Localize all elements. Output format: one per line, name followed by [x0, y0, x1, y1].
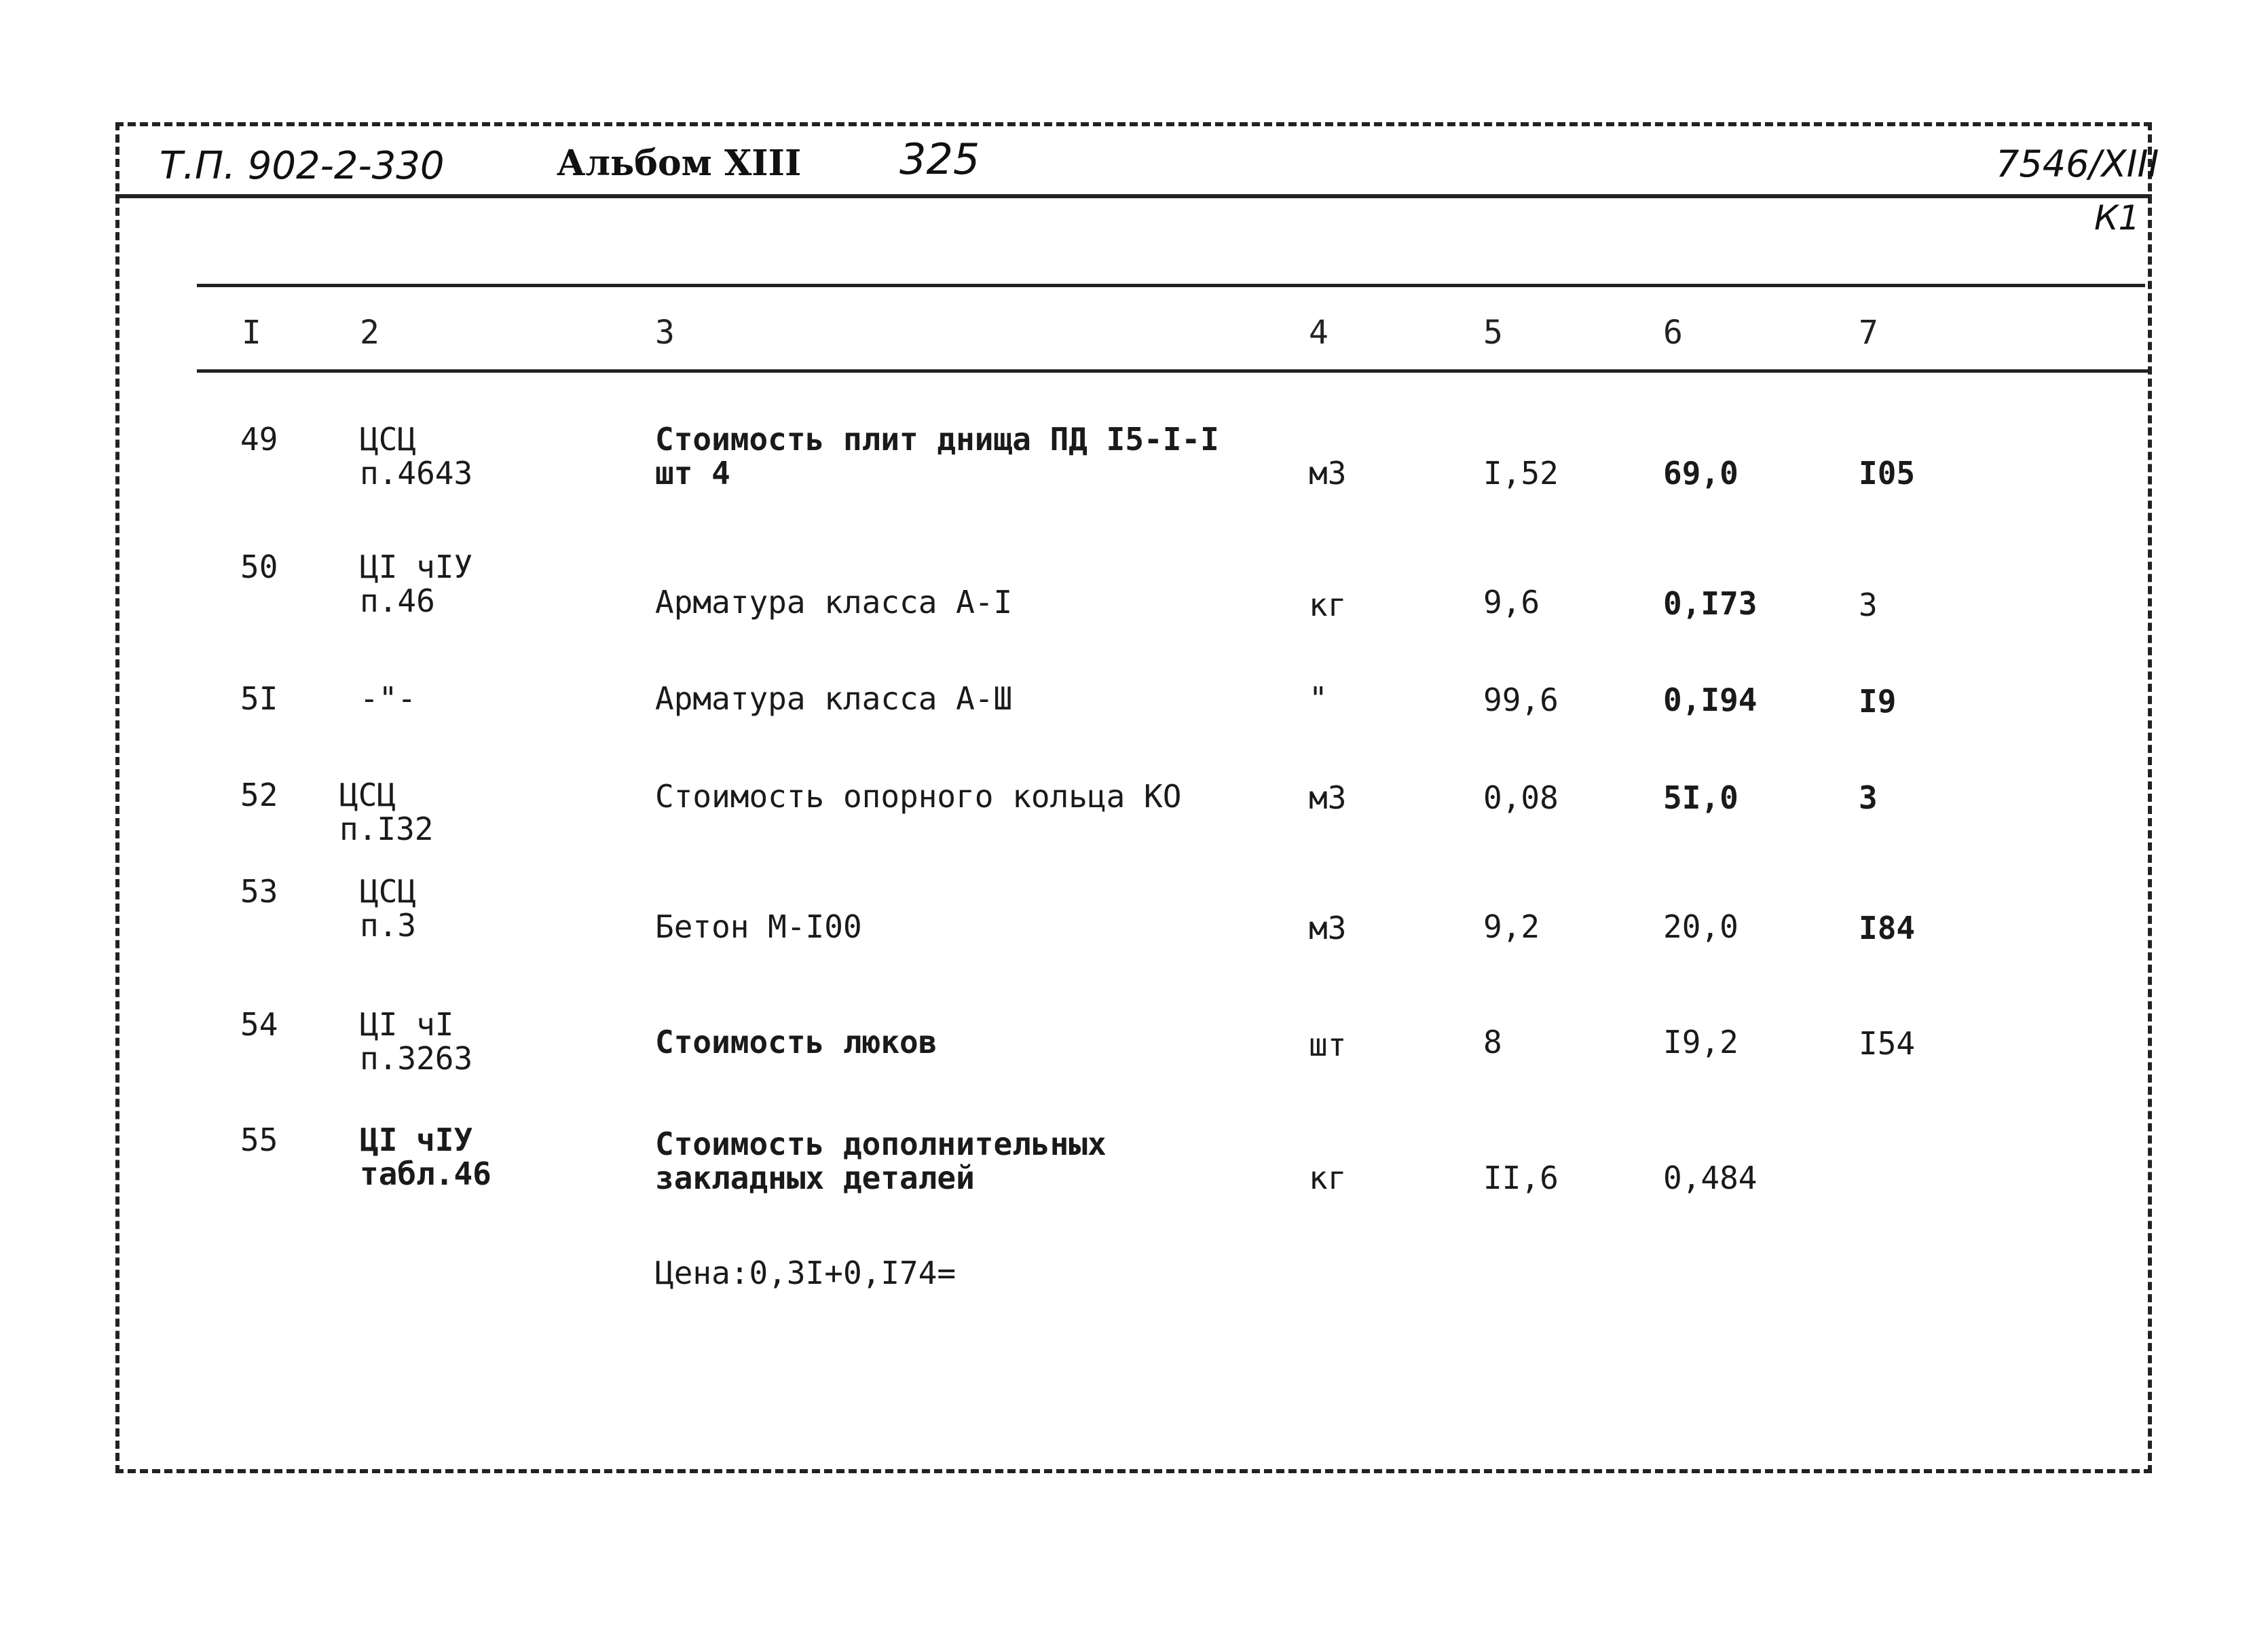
- row-54-unit: шт: [1309, 1026, 1347, 1063]
- row-49-price: 69,0: [1663, 455, 1739, 492]
- row-54-desc: Стоимость люков: [655, 1024, 937, 1060]
- row-53-price: 20,0: [1663, 908, 1739, 945]
- row-52-num: 52: [240, 777, 278, 813]
- row-55-price: 0,484: [1663, 1160, 1758, 1196]
- row-55-qty: II,6: [1483, 1160, 1559, 1196]
- row-55-unit: кг: [1309, 1160, 1347, 1196]
- row-53-total: I84: [1859, 910, 1916, 946]
- row-53-num: 53: [240, 873, 278, 910]
- row-49-qty: I,52: [1483, 455, 1559, 492]
- row-54-num: 54: [240, 1006, 278, 1043]
- row-50-price: 0,I73: [1663, 585, 1758, 622]
- table-header-rule: [197, 369, 2152, 373]
- row-51-total: I9: [1859, 683, 1897, 720]
- row-49-desc: Стоимость плит днища ПД I5-I-I шт 4: [655, 421, 1219, 492]
- row-52-price: 5I,0: [1663, 779, 1739, 816]
- album-label: Альбом XIII: [557, 143, 802, 184]
- row-51-desc: Арматура класса А-Ш: [655, 680, 1013, 717]
- row-54-price: I9,2: [1663, 1024, 1739, 1060]
- row-49-ref: ЦСЦ п.4643: [360, 421, 473, 492]
- page-number: 325: [899, 134, 980, 184]
- col-header-5: 5: [1483, 314, 1503, 352]
- row-49-total: I05: [1859, 455, 1916, 492]
- row-51-qty: 99,6: [1483, 682, 1559, 718]
- col-header-3: 3: [655, 314, 675, 352]
- col-header-6: 6: [1663, 314, 1683, 352]
- row-52-desc: Стоимость опорного кольца КО: [655, 778, 1182, 815]
- row-53-unit: м3: [1309, 910, 1347, 946]
- row-51-unit: ": [1309, 680, 1328, 717]
- row-50-total: 3: [1859, 587, 1878, 623]
- row-54-total: I54: [1859, 1025, 1916, 1062]
- row-50-desc: Арматура класса А-I: [655, 584, 1013, 621]
- row-49-num: 49: [240, 421, 278, 458]
- row-55-num: 55: [240, 1122, 278, 1158]
- row-55-ref: ЦI чIУ табл.46: [360, 1122, 491, 1192]
- row-49-unit: м3: [1309, 455, 1347, 492]
- row-51-num: 5I: [240, 680, 278, 717]
- row-50-qty: 9,6: [1483, 584, 1540, 621]
- col-header-7: 7: [1859, 314, 1878, 352]
- row-54-ref: ЦI чI п.3263: [360, 1006, 473, 1077]
- row-53-qty: 9,2: [1483, 908, 1540, 945]
- table-top-rule: [197, 284, 2145, 287]
- row-50-unit: кг: [1309, 587, 1347, 623]
- row-50-ref: ЦI чIУ п.46: [360, 549, 473, 619]
- row-51-ref: -"-: [360, 680, 417, 717]
- row-52-ref: ЦСЦ п.I32: [339, 777, 434, 847]
- row-52-total: 3: [1859, 779, 1878, 816]
- col-header-1: I: [242, 314, 261, 352]
- row-50-num: 50: [240, 549, 278, 585]
- sheet-ref: 7546/XIII: [1996, 143, 2159, 185]
- row-54-qty: 8: [1483, 1024, 1502, 1060]
- col-header-2: 2: [360, 314, 379, 352]
- row-53-ref: ЦСЦ п.3: [360, 873, 417, 944]
- price-note: Цена:0,3I+0,I74=: [655, 1255, 956, 1291]
- row-52-qty: 0,08: [1483, 779, 1559, 816]
- row-55-desc: Стоимость дополнительных закладных деталей: [655, 1126, 1107, 1196]
- doc-code: Т.П. 902-2-330: [160, 144, 445, 188]
- sheet-sub: К1: [2094, 198, 2140, 238]
- row-51-price: 0,I94: [1663, 682, 1758, 718]
- row-53-desc: Бетон М-I00: [655, 908, 862, 945]
- header-rule: [115, 194, 2152, 198]
- row-52-unit: м3: [1309, 779, 1347, 816]
- col-header-4: 4: [1309, 314, 1328, 352]
